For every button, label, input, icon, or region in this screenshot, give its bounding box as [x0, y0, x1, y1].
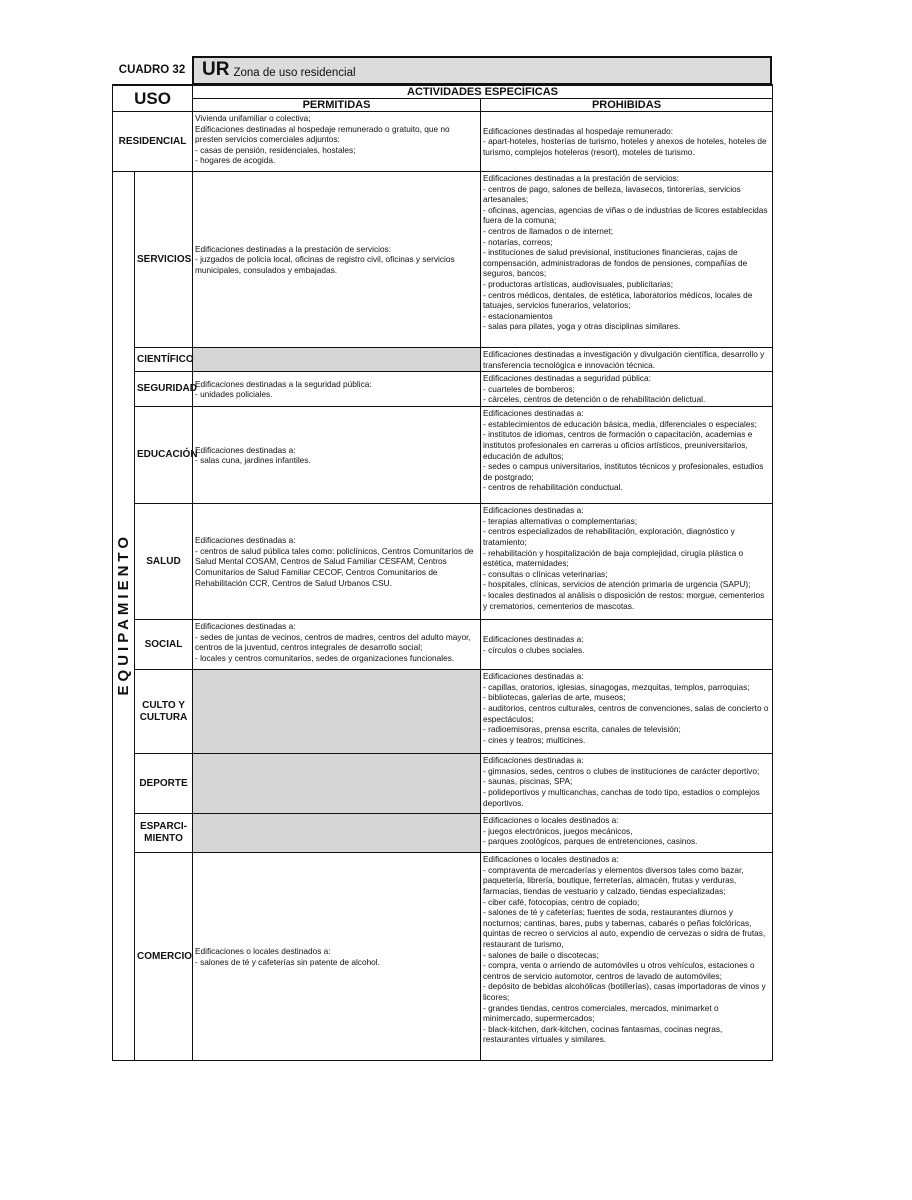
educacion-permitted: Edificaciones destinadas a: - salas cuna, jardines infantiles. — [193, 407, 481, 504]
salud-permitted: Edificaciones destinadas a: - centros de salud pública tales como: policlínicos, Centros Comunitarios de Salud Mental COSAM, Centros de Salud Familiar CESFAM, Centros Comunitarios de Salud Familiar CECOF, Centros Comunitarios de Rehabilitación CCR, Centros de Salud Urbanos CSU. — [193, 504, 481, 620]
seguridad-permitted: Edificaciones destinadas a la seguridad pública: - unidades policiales. — [193, 372, 481, 407]
table-row — [113, 348, 773, 372]
table-row — [113, 172, 773, 348]
table-title-bar — [112, 56, 772, 84]
deporte-prohibited: Edificaciones destinadas a: - gimnasios, sedes, centros o clubes de instituciones de carácter deportivo; - saunas, piscinas, SPA; - polideportivos y multicanchas, canchas de todo tipo, estadios o complejos deportivos. — [481, 754, 773, 814]
table-row — [113, 112, 773, 172]
table-row — [113, 670, 773, 754]
seguridad-prohibited: Edificaciones destinadas a seguridad pública: - cuarteles de bomberos; - cárceles, centros de detención o de rehabilitación delictual. — [481, 372, 773, 407]
deporte-permitted-empty — [193, 754, 481, 814]
table-row — [113, 814, 773, 853]
residencial-prohibited: Edificaciones destinadas al hospedaje remunerado: - apart-hoteles, hosterías de turismo, hoteles y anexos de hoteles, hoteles de turismo, complejos hoteleros (resort), moteles de turismo. — [481, 112, 773, 172]
culto-permitted-empty — [193, 670, 481, 754]
comercio-prohibited: Edificaciones o locales destinados a: - compraventa de mercaderías y elementos diversos tales como bazar, paquetería, librería, boutique, ferreterías, almacén, frutas y verduras, farmacias, tiendas de vestuario y calzado, tiendas especializadas; - ciber café, fotocopias, centro de copiado; - salones de té y cafeterías; fuentes de soda, restaurantes diurnos y nocturnos; cantinas, bares, pubs y tabernas, cabarés o peñas folclóricas, quintas de recreo o servicios al auto, expendio de cervezas o sidra de frutas, restaurant de turismo, - salones de baile o discotecas; - compra, venta o arriendo de automóviles u otros vehículos, estaciones o centros de servicio automotor, centros de lavado de automóviles; - depósito de bebidas alcohólicas (botillerías), casas importadoras de vinos y licores; - grandes tiendas, centros comerciales, mercados, minimarket o minimercado, supermercados; - black-kitchen, dark-kitchen, cocinas fantasmas, cocinas negras, restaurantes virtuales y similares. — [481, 853, 773, 1061]
cientifico-permitted-empty — [193, 348, 481, 372]
row-label-servicios: SERVICIOS — [135, 172, 193, 348]
culto-prohibited: Edificaciones destinadas a: - capillas, oratorios, iglesias, sinagogas, mezquitas, templos, parroquias; - bibliotecas, galerías de arte, museos; - auditorios, centros culturales, centros de convenciones, salas de concierto o espectáculos; - radioemisoras, prensa escrita, canales de televisión; - cines y teatros; multicines. — [481, 670, 773, 754]
zoning-table — [112, 84, 773, 1061]
esparcimiento-permitted-empty — [193, 814, 481, 853]
row-label-salud: SALUD — [135, 504, 193, 620]
row-label-cientifico: CIENTÍFICO — [135, 348, 193, 372]
table-row — [113, 754, 773, 814]
servicios-prohibited: Edificaciones destinadas a la prestación de servicios: - centros de pago, salones de belleza, lavasecos, tintorerías, servicios artesanales; - oficinas, agencias, agencias de viñas o de industrias de licores establecidas fuera de la comuna; - centros de llamados o de internet; - notarías, correos; - instituciones de salud previsional, instituciones financieras, cajas de compensación, administradoras de fondos de pensiones, compañías de seguros, bancos; - productoras artísticas, audiovisuales, publicitarias; - centros médicos, dentales, de estética, laboratorios médicos, locales de tatuajes, servicios funerarios, velatorios; - estacionamientos - salas para pilates, yoga y otras disciplinas similares. — [481, 172, 773, 348]
row-label-esparcimiento: ESPARCI-MIENTO — [135, 814, 193, 853]
row-label-residencial: RESIDENCIAL — [113, 112, 193, 172]
table-row — [113, 853, 773, 1061]
row-label-deporte: DEPORTE — [135, 754, 193, 814]
servicios-permitted: Edificaciones destinadas a la prestación de servicios: - juzgados de policía local, oficinas de registro civil, oficinas y servicios municipales, consulados y embajadas. — [193, 172, 481, 348]
equipamiento-text: EQUIPAMIENTO — [115, 532, 132, 696]
row-label-culto: CULTO Y CULTURA — [135, 670, 193, 754]
salud-prohibited: Edificaciones destinadas a: - terapias alternativas o complementarias; - centros especializados de rehabilitación, exploración, diagnóstico y tratamiento; - rehabilitación y hospitalización de baja complejidad, cirugía plástica o estética, maternidades; - consultas o clínicas veterinarias; - hospitales, clínicas, servicios de atención primaria de urgencia (SAPU); - locales destinados al análisis o disposición de restos: morgue, cementerios y crematorios, cementerios de mascotas. — [481, 504, 773, 620]
row-label-educacion: EDUCACIÓN — [135, 407, 193, 504]
row-label-comercio: COMERCIO — [135, 853, 193, 1061]
row-label-social: SOCIAL — [135, 620, 193, 670]
table-row — [113, 504, 773, 620]
educacion-prohibited: Edificaciones destinadas a: - establecimientos de educación básica, media, diferenciales o especiales; - institutos de idiomas, centros de formación o capacitación, academias e institutos profesionales en carreras u oficios artísticos, preuniversitarios, educación de adultos; - sedes o campus universitarios, institutos técnicos y profesionales, estudios de postgrado; - centros de rehabilitación conductual. — [481, 407, 773, 504]
esparcimiento-prohibited: Edificaciones o locales destinados a: - juegos electrónicos, juegos mecánicos, - parques zoológicos, parques de entretenciones, casinos. — [481, 814, 773, 853]
comercio-permitted: Edificaciones o locales destinados a: - salones de té y cafeterías sin patente de alcohol. — [193, 853, 481, 1061]
document-page — [112, 56, 772, 1061]
permitted-header: PERMITIDAS — [193, 99, 481, 112]
zone-title — [192, 56, 772, 84]
table-row — [113, 372, 773, 407]
equipamiento-group-label — [113, 172, 135, 1061]
table-row — [113, 620, 773, 670]
uso-header: USO — [113, 85, 193, 112]
prohibited-header: PROHIBIDAS — [481, 99, 773, 112]
table-code: CUADRO 32 — [118, 64, 186, 76]
table-row — [113, 407, 773, 504]
social-prohibited: Edificaciones destinadas a: - círculos o clubes sociales. — [481, 620, 773, 670]
cientifico-prohibited: Edificaciones destinadas a investigación y divulgación científica, desarrollo y transferencia tecnológica e innovación técnica. — [481, 348, 773, 372]
activities-header: ACTIVIDADES ESPECÍFICAS — [193, 85, 773, 99]
social-permitted: Edificaciones destinadas a: - sedes de juntas de vecinos, centros de madres, centros del adulto mayor, centros de la juventud, centros integrales de desarrollo social; - locales y centros comunitarios, sedes de organizaciones funcionales. — [193, 620, 481, 670]
row-label-seguridad: SEGURIDAD — [135, 372, 193, 407]
zone-code: UR — [202, 59, 230, 80]
residencial-permitted: Vivienda unifamiliar o colectiva; Edificaciones destinadas al hospedaje remunerado o gratuito, que no presten servicios comerciales adjuntos: - casas de pensión, residenciales, hostales; - hogares de acogida. — [193, 112, 481, 172]
zone-name: Zona de uso residencial — [233, 67, 356, 79]
